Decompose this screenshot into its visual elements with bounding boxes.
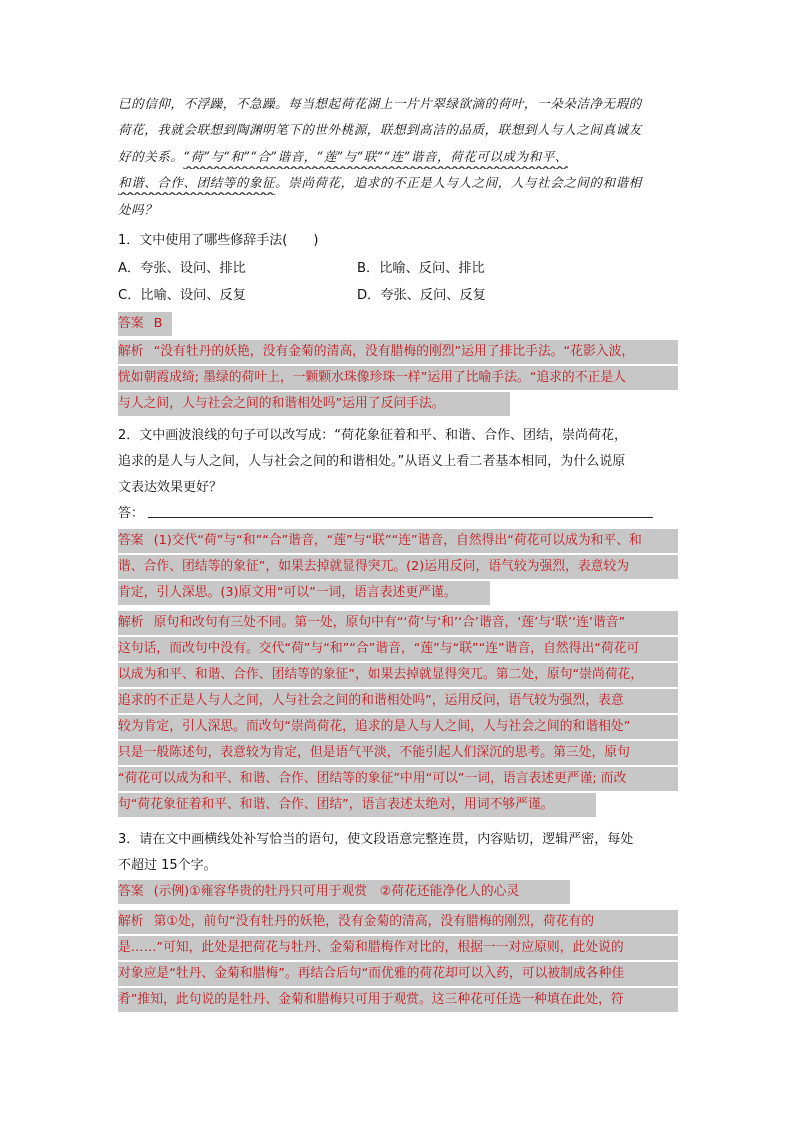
option-b: B．比喻、反问、排比 [357,261,485,276]
analysis-row [118,910,678,934]
question-2-stem: 追求的是人与人之间，人与社会之间的和谐相处。”从语义上看二者基本相同，为什么说原 [118,454,626,469]
analysis-row: 肴”推知，此句说的是牡丹、金菊和腊梅只可用于观赏。这三种花可任选一种填在此处，符 [118,988,678,1012]
answer-row: 肯定，引人深思。(3)原文用“可以”一词，语言表述更严谨。 [118,581,490,605]
wavy-underlined-sentence: “荷”与“和”“合”谐音，“莲”与“联”“连”谐音，荷花可以成为和平、 [183,149,568,164]
analysis-row: 只是一般陈述句，表意较为肯定，但是语气平淡，不能引起人们深沉的思考。第三处，原句 [118,741,678,765]
analysis-row: 与人之间，人与社会之间的和谐相处吗”运用了反问手法。 [118,392,510,416]
answer-row [118,529,678,553]
analysis-row: 较为肯定，引人深思。而改句“崇尚荷花，追求的是人与人之间，人与社会之间的和谐相处” [118,715,678,739]
passage-line: 荷花，我就会联想到陶渊明笔下的世外桃源，联想到高洁的品质，联想到人与人之间真诚友 [118,122,642,137]
analysis-row: 对象应是“牡丹、金菊和腊梅”。再结合后句“而优雅的荷花却可以入药，可以被制成各种佳 [118,962,678,986]
analysis-row [118,340,678,364]
analysis-row: 恍如朝霞成绮; 墨绿的荷叶上，一颗颗水珠像珍珠一样”运用了比喻手法。“追求的不正是人 [118,366,678,390]
analysis-row: 句“荷花象征着和平、和谐、合作、团结”，语言表述太绝对，用词不够严谨。 [118,793,596,817]
option-c: C．比喻、设问、反复 [118,288,246,303]
passage-line [118,171,678,195]
answer-row: 谐、合作、团结等的象征”，如果去掉就显得突兀。(2)运用反问，语气较为强烈，表意较为 [118,555,678,579]
analysis-row: 追求的不正是人与人之间，人与社会之间的和谐相处吗”，运用反问，语气较为强烈，表意 [118,689,678,713]
question-1-stem: 1．文中使用了哪些修辞手法( ) [118,233,319,248]
option-a: A．夸张、设问、排比 [118,261,246,276]
analysis-text: 第①处，前句“没有牡丹的妖艳，没有金菊的清高，没有腊梅的刚烈，荷花有的 [153,914,594,929]
passage-line: 处吗？ [118,202,158,217]
wavy-underlined-sentence: 和谐、合作、团结等的象征 [118,175,276,190]
answer-blank-label: 答： [118,506,145,521]
answer-text: (1)交代“荷”与“和”“合”谐音，“莲”与“联”“连”谐音，自然得出“荷花可以成为和平、和 [153,533,642,548]
answer-row [118,880,570,904]
analysis-row: 是……”可知，此处是把荷花与牡丹、金菊和腊梅作对比的，根据一一对应原则，此处说的 [118,936,678,960]
analysis-tag: 解析 [118,615,144,630]
question-3-stem: 不超过 15个字。 [118,858,217,873]
question-3-stem: 3．请在文中画横线处补写恰当的语句，使文段语意完整连贯，内容贴切，逻辑严密，每处 [118,832,634,847]
analysis-row [118,611,678,635]
passage-text: 好的关系。 [118,149,184,164]
analysis-text: “没有牡丹的妖艳，没有金菊的清高，没有腊梅的刚烈”运用了排比手法。“花影入波， [153,344,635,359]
analysis-row: 以成为和平、和谐、合作、团结等的象征”，如果去掉就显得突兀。第二处，原句“崇尚荷花， [118,663,678,687]
analysis-tag: 解析 [118,344,144,359]
answer-tag: 答案 [118,533,144,548]
analysis-row: “荷花可以成为和平、和谐、合作、团结等的象征”中用“可以”一词，语言表述更严谨; 而改 [118,767,678,791]
question-2-stem: 2．文中画波浪线的句子可以改写成：“荷花象征着和平、和谐、合作、团结，崇尚荷花， [118,428,628,443]
analysis-tag: 解析 [118,914,144,929]
answer-row [118,312,172,336]
answer-tag: 答案 [118,316,144,331]
passage-line: 已的信仰，不浮躁，不急躁。每当想起荷花湖上一片片翠绿欲滴的荷叶，一朵朵洁净无瑕的 [118,96,642,111]
passage-line [118,145,678,169]
analysis-row: 这句话，而改句中没有。交代“荷”与“和”“合”谐音，“莲”与“联”“连”谐音，自然得出“荷花可 [118,637,678,661]
answer-tag: 答案 [118,884,144,899]
answer-text: (示例)①雍容华贵的牡丹只可用于观赏 ②荷花还能净化人的心灵 [153,884,520,899]
question-2-stem: 文表达效果更好？ [118,480,223,495]
option-d: D．夸张、反问、反复 [357,288,486,303]
answer-blank-line[interactable] [148,517,653,518]
passage-text: 。崇尚荷花，追求的不正是人与人之间，人与社会之间的和谐相 [275,175,642,190]
analysis-text: 原句和改句有三处不同。第一处，原句中有“‘荷’与‘和’‘合’谐音，‘莲’与‘联’‘连’谐音” [153,615,626,630]
answer-value: B [153,316,163,331]
